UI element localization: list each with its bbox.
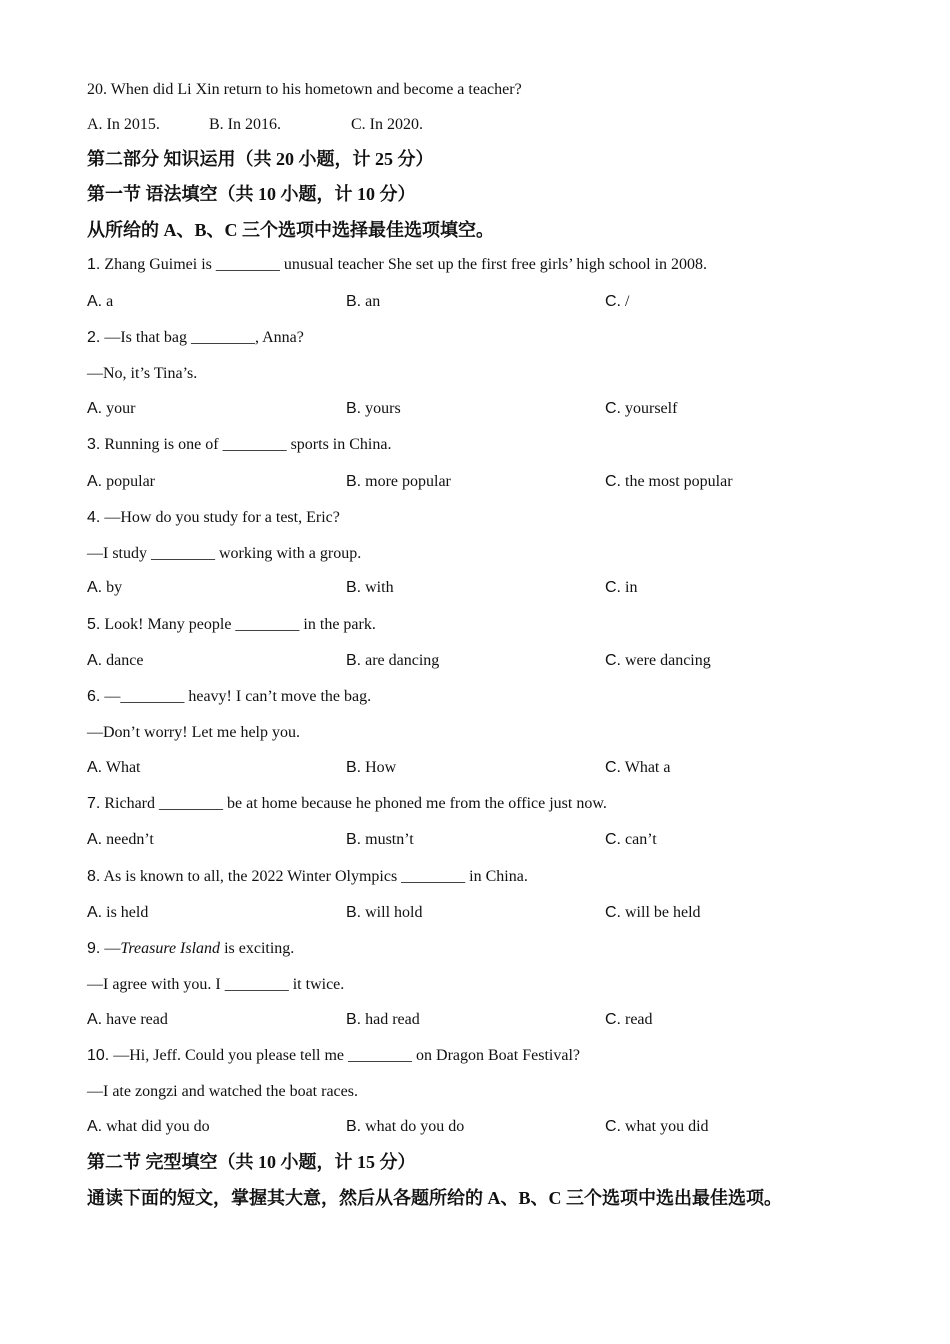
q1-option-c: C. /: [605, 293, 630, 310]
q2-option-b: B. yours: [346, 400, 401, 417]
q10-number: 10.: [87, 1047, 110, 1064]
q20-stem: 20. When did Li Xin return to his hometown and become a teacher?: [87, 81, 522, 98]
q3-option-b: B. more popular: [346, 473, 451, 490]
section2-instruction: 通读下面的短文，掌握其大意，然后从各题所给的 A、B、C 三个选项中选出最佳选项。: [87, 1188, 783, 1208]
q7-stem: [87, 794, 607, 814]
q1-option-a: A. a: [87, 293, 114, 310]
q10-text: —Hi, Jeff. Could you please tell me ________ on Dragon Boat Festival?: [113, 1047, 580, 1064]
q8-option-c: C. will be held: [605, 904, 701, 921]
q9-reply: —I agree with you. I ________ it twice.: [87, 976, 345, 993]
q4-number: 4.: [87, 509, 101, 526]
q1-text: Zhang Guimei is ________ unusual teacher She set up the first free girls’ high school in 2008.: [104, 256, 708, 273]
q1-option-b: B. an: [346, 293, 381, 310]
q2-number: 2.: [87, 329, 101, 346]
section1-heading: 第一节 语法填空（共 10 小题，计 10 分）: [87, 184, 416, 204]
q6-text: —________ heavy! I can’t move the bag.: [104, 688, 372, 705]
q5-stem: [87, 615, 376, 635]
q20-option-a: A. In 2015.: [87, 116, 160, 133]
q10-option-b: B. what do you do: [346, 1118, 465, 1135]
q7-number: 7.: [87, 795, 101, 812]
q7-option-c: C. can’t: [605, 831, 657, 848]
section1-instruction: 从所给的 A、B、C 三个选项中选择最佳选项填空。: [87, 220, 495, 240]
part2-heading: 第二部分 知识运用（共 20 小题，计 25 分）: [87, 149, 434, 169]
q10-option-c: C. what you did: [605, 1118, 709, 1135]
q4-reply: —I study ________ working with a group.: [87, 545, 362, 562]
q8-option-b: B. will hold: [346, 904, 423, 921]
q7-option-b: B. mustn’t: [346, 831, 414, 848]
q6-option-b: B. How: [346, 759, 397, 776]
q5-number: 5.: [87, 616, 101, 633]
q9-option-a: A. have read: [87, 1011, 168, 1028]
q4-stem: [87, 508, 340, 528]
q6-option-a: A. What: [87, 759, 141, 776]
q4-option-b: B. with: [346, 579, 394, 596]
q1-number: 1.: [87, 256, 101, 273]
q3-text: Running is one of ________ sports in China.: [104, 436, 392, 453]
q9-option-b: B. had read: [346, 1011, 420, 1028]
q5-option-b: B. are dancing: [346, 652, 440, 669]
q20-option-c: C. In 2020.: [351, 116, 423, 133]
q8-text: As is known to all, the 2022 Winter Olympics ________ in China.: [103, 868, 528, 885]
q3-stem: [87, 435, 391, 455]
q8-number: 8.: [87, 868, 101, 885]
q9-option-c: C. read: [605, 1011, 653, 1028]
q3-option-a: A. popular: [87, 473, 155, 490]
q7-option-a: A. needn’t: [87, 831, 154, 848]
q4-option-a: A. by: [87, 579, 123, 596]
q20-option-b: B. In 2016.: [209, 116, 281, 133]
q6-stem: [87, 687, 371, 707]
q7-text: Richard ________ be at home because he phoned me from the office just now.: [104, 795, 607, 812]
q9-number: 9.: [87, 940, 101, 957]
q2-text: —Is that bag ________, Anna?: [104, 329, 304, 346]
q5-text: Look! Many people ________ in the park.: [104, 616, 376, 633]
q10-stem: [87, 1046, 580, 1066]
q9-book-title: Treasure Island: [120, 940, 221, 957]
q4-text: —How do you study for a test, Eric?: [104, 509, 340, 526]
section2-heading: 第二节 完型填空（共 10 小题，计 15 分）: [87, 1152, 416, 1172]
q1-stem: [87, 255, 707, 275]
q2-stem: [87, 328, 304, 348]
q2-option-c: C. yourself: [605, 400, 678, 417]
q6-reply: —Don’t worry! Let me help you.: [87, 724, 300, 741]
q6-option-c: C. What a: [605, 759, 671, 776]
q2-option-a: A. your: [87, 400, 136, 417]
q8-stem: [87, 867, 528, 887]
q5-option-a: A. dance: [87, 652, 144, 669]
q10-option-a: A. what did you do: [87, 1118, 210, 1135]
q8-option-a: A. is held: [87, 904, 149, 921]
q3-number: 3.: [87, 436, 101, 453]
q2-reply: —No, it’s Tina’s.: [87, 365, 198, 382]
q5-option-c: C. were dancing: [605, 652, 711, 669]
q9-stem: 9. —Treasure Island is exciting.: [87, 940, 295, 957]
q6-number: 6.: [87, 688, 101, 705]
q4-option-c: C. in: [605, 579, 638, 596]
q10-reply: —I ate zongzi and watched the boat races.: [87, 1083, 358, 1100]
q3-option-c: C. the most popular: [605, 473, 733, 490]
